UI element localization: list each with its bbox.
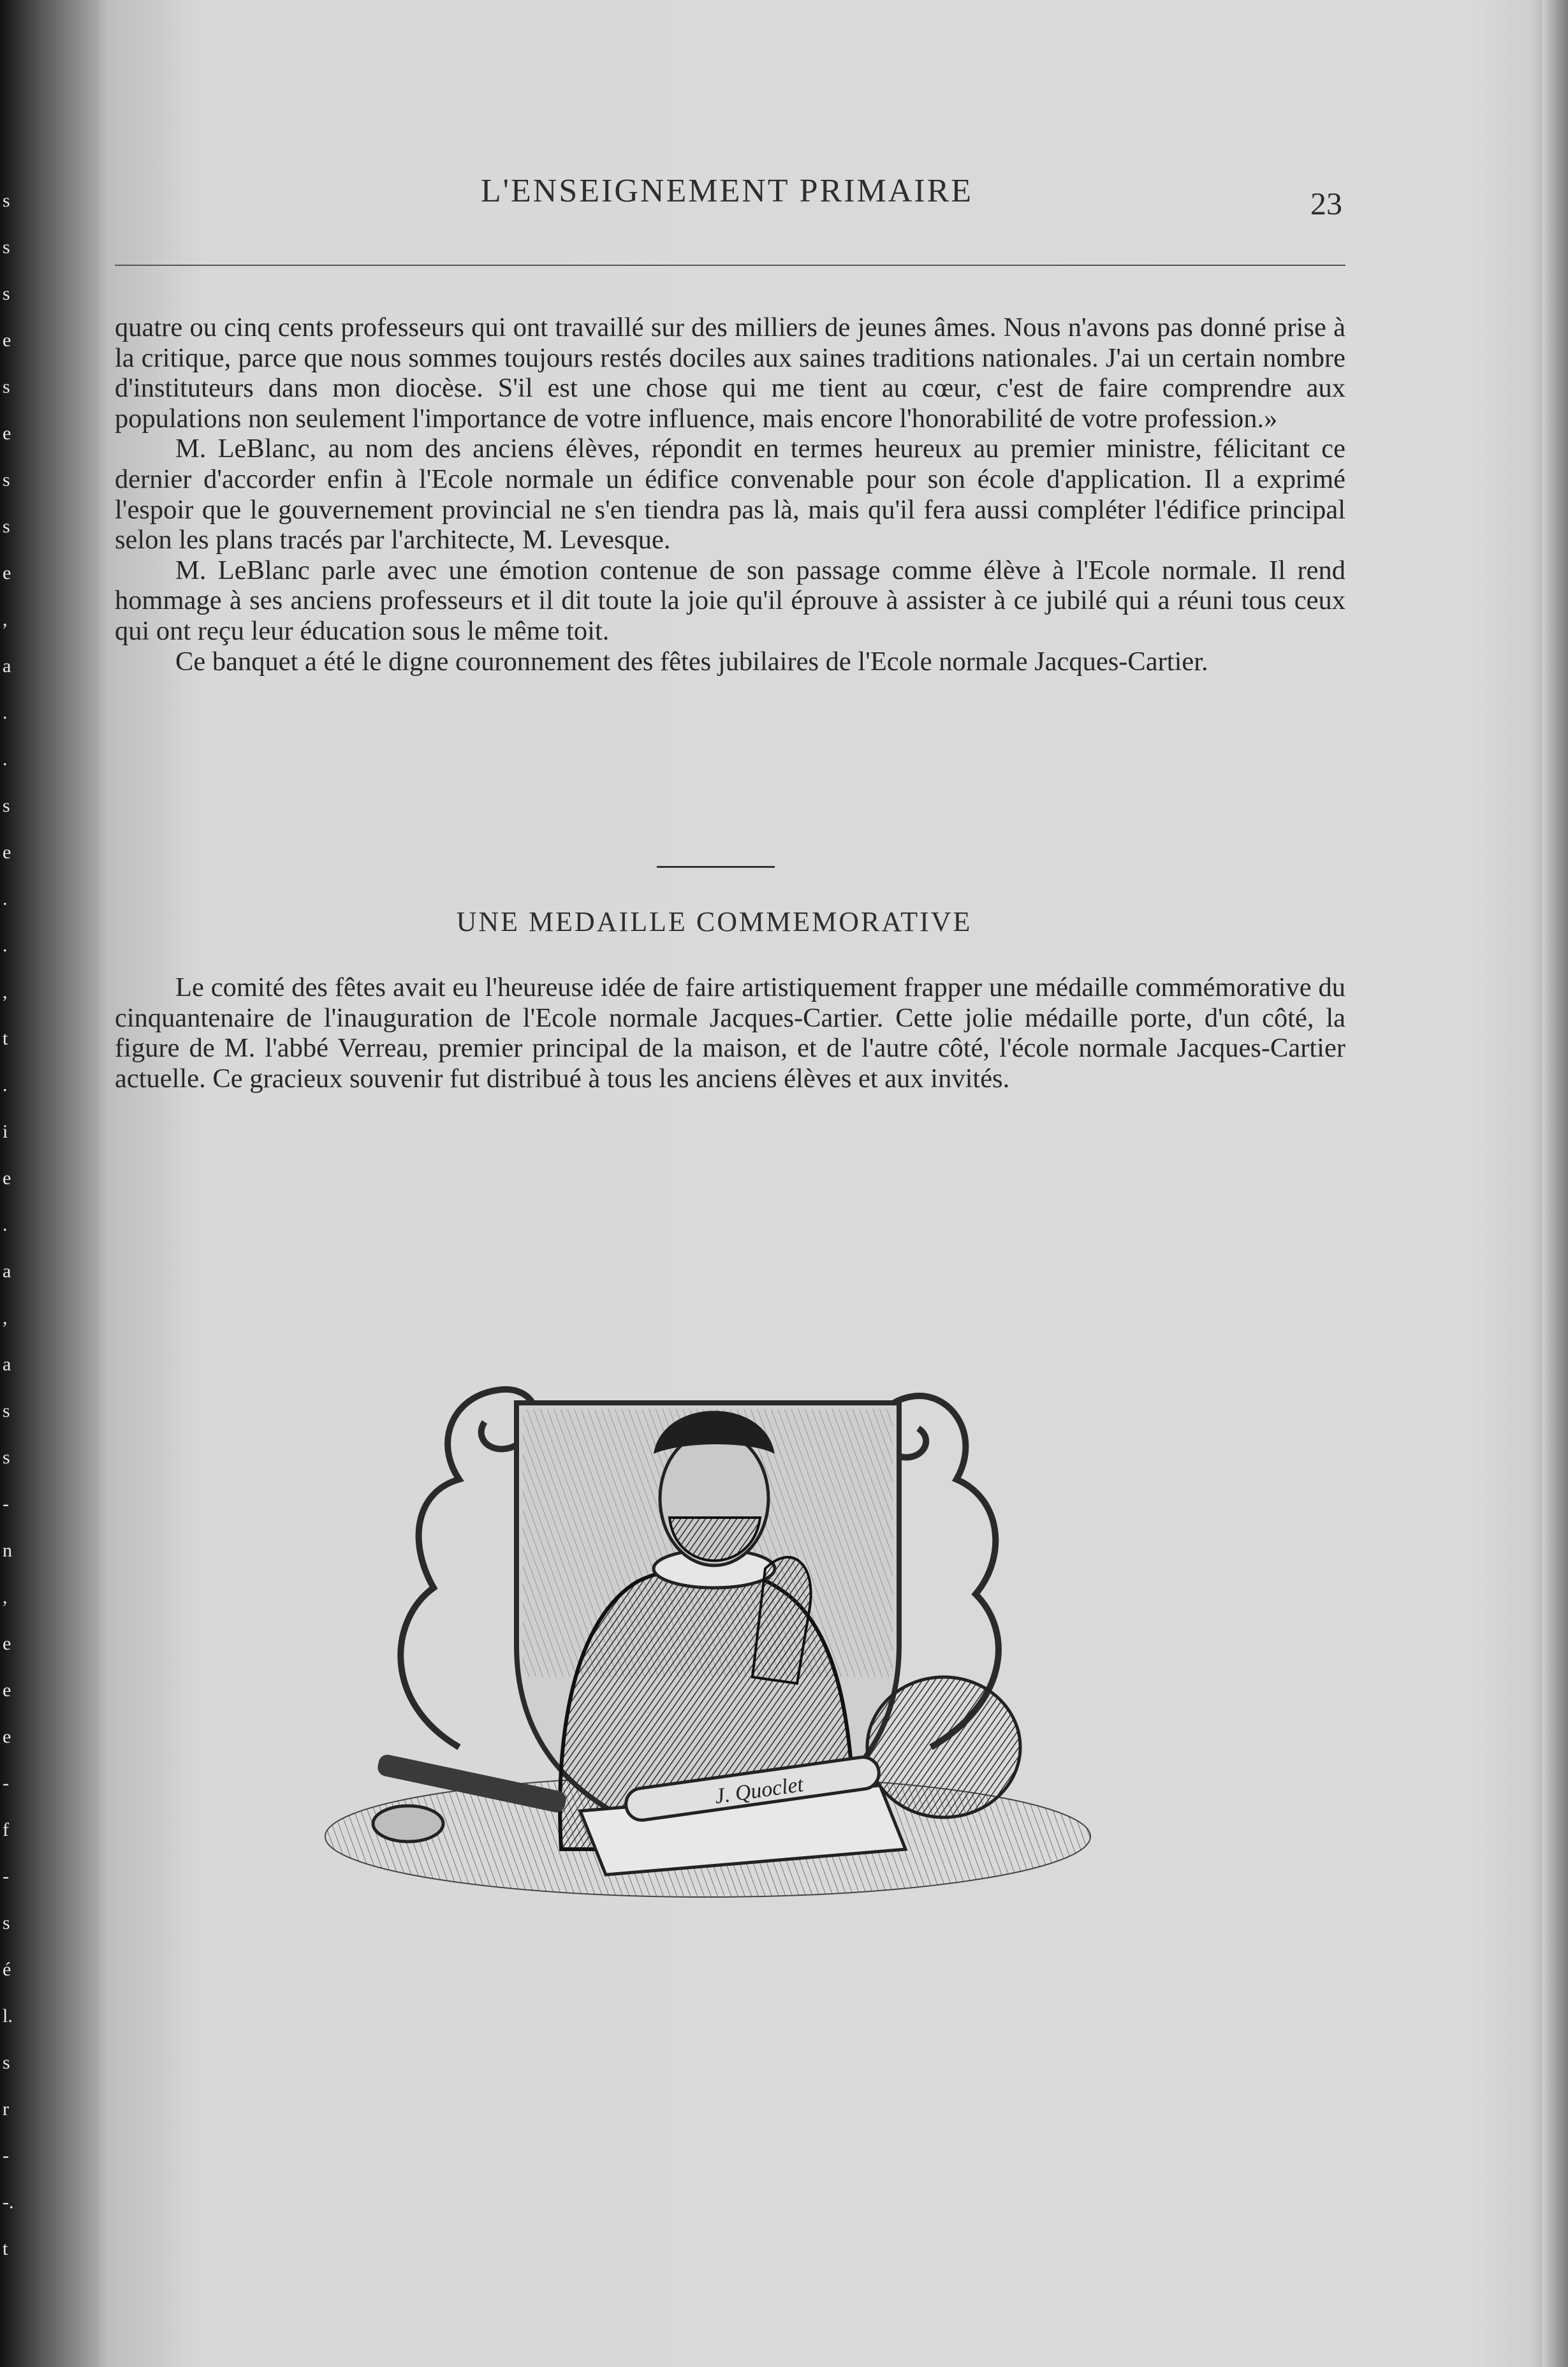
section-text [115, 972, 1345, 1094]
previous-page-char: s [3, 283, 10, 304]
previous-page-char: s [3, 1447, 10, 1468]
previous-page-char: s [3, 469, 10, 490]
previous-page-char: s [3, 376, 10, 397]
body-text [115, 312, 1345, 677]
previous-page-char: s [3, 237, 10, 258]
previous-page-char: r [3, 2099, 9, 2120]
header-rule [115, 265, 1345, 266]
previous-page-edge-characters [0, 191, 17, 2296]
paragraph-banquet: Ce banquet a été le digne couronnement des fêtes jubilaires de l'Ecole normale Jacques-Cartier. [175, 646, 1208, 677]
previous-page-char: e [3, 1168, 11, 1189]
paragraph-medal: Le comité des fêtes avait eu l'heureuse idée de faire artistiquement frapper une médaille commémorative du cinquantenaire de l'inauguration de l'Ecole normale Jacques-Cartier. Cette jolie médaille porte, d'un côté, la figure de M. l'abbé Verreau, premier principal de la maison, et de l'autre côté, l'école normale Jacques-Cartier actuelle. Ce gracieux souvenir fut distribué à tous les anciens élèves et aux invités. [115, 972, 1345, 1094]
previous-page-char: e [3, 1633, 11, 1654]
previous-page-char: . [3, 749, 8, 770]
previous-page-char: a [3, 1261, 11, 1282]
previous-page-char: s [3, 1912, 10, 1933]
previous-page-char: e [3, 1680, 11, 1701]
previous-page-char: s [3, 795, 10, 816]
compass [373, 1806, 443, 1842]
previous-page-char: - [3, 1493, 9, 1514]
previous-page-char: . [3, 935, 8, 956]
section-title: UNE MEDAILLE COMMEMORATIVE [456, 906, 972, 937]
previous-page-char: s [3, 1400, 10, 1421]
previous-page-char: t [3, 2238, 8, 2259]
previous-page-char: l. [3, 2005, 13, 2026]
previous-page-char: e [3, 330, 11, 351]
previous-page-char: é [3, 1959, 11, 1980]
previous-page-char: . [3, 1214, 8, 1235]
previous-page-char: . [3, 702, 8, 723]
previous-page-char: -. [3, 2192, 14, 2213]
previous-page-char: , [3, 981, 8, 1002]
engraver-signature: J. Quoclet [713, 1773, 805, 1809]
previous-page-char: n [3, 1540, 12, 1561]
previous-page-char: e [3, 842, 11, 863]
section-separator-rule [657, 866, 775, 868]
previous-page-char: s [3, 2052, 10, 2073]
paragraph-leblanc-reply: M. LeBlanc, au nom des anciens élèves, répondit en termes heureux au premier ministre, félicitant ce dernier d'accorder enfin à l'Ecole normale un édifice convenable pour son école d'application. Il a exprimé l'espoir que le gouvernement provincial ne s'en tiendra pas là, mais qu'il fera aussi compléter l'édifice principal selon les plans tracés par l'architecte, M. Levesque. [115, 434, 1345, 555]
previous-page-char: t [3, 1028, 8, 1049]
previous-page-char: s [3, 516, 10, 537]
jacques-cartier-engraving [306, 1288, 1110, 1900]
previous-page-char: e [3, 562, 11, 583]
previous-page-char: , [3, 1307, 8, 1328]
previous-page-char: a [3, 656, 11, 677]
running-head: L'ENSEIGNEMENT PRIMAIRE [480, 173, 974, 209]
globe [867, 1677, 1020, 1817]
previous-page-char: . [3, 888, 8, 909]
previous-page-char: e [3, 1726, 11, 1747]
previous-page-char: e [3, 423, 11, 444]
previous-page-char: f [3, 1819, 9, 1840]
paragraph-continued: quatre ou cinq cents professeurs qui ont travaillé sur des milliers de jeunes âmes. Nous n'avons pas donné prise à la critique, parce que nous sommes toujours restés dociles aux saines traditions nationales. J'ai un certain nombre d'instituteurs dans mon diocèse. S'il est une chose qui me tient au cœur, c'est de faire comprendre aux populations non seulement l'importance de votre influence, mais encore l'honorabilité de votre profession.» [115, 312, 1345, 434]
previous-page-char: i [3, 1121, 8, 1142]
page-right-edge-shadow [1542, 0, 1568, 2367]
previous-page-char: - [3, 1866, 9, 1887]
previous-page-char: - [3, 2145, 9, 2166]
previous-page-char: - [3, 1773, 9, 1794]
previous-page-char: , [3, 1587, 8, 1608]
paragraph-leblanc-emotion: M. LeBlanc parle avec une émotion contenue de son passage comme élève à l'Ecole normale. Il rend hommage à ses anciens professeurs et il dit toute la joie qu'il éprouve à assister à ce jubilé qui a réuni tous ceux qui ont reçu leur éducation sous le même toit. [115, 555, 1345, 646]
previous-page-char: a [3, 1354, 11, 1375]
previous-page-char: . [3, 1074, 8, 1096]
previous-page-char: s [3, 190, 10, 211]
page-number: 23 [1310, 186, 1342, 221]
previous-page-char: , [3, 609, 8, 630]
